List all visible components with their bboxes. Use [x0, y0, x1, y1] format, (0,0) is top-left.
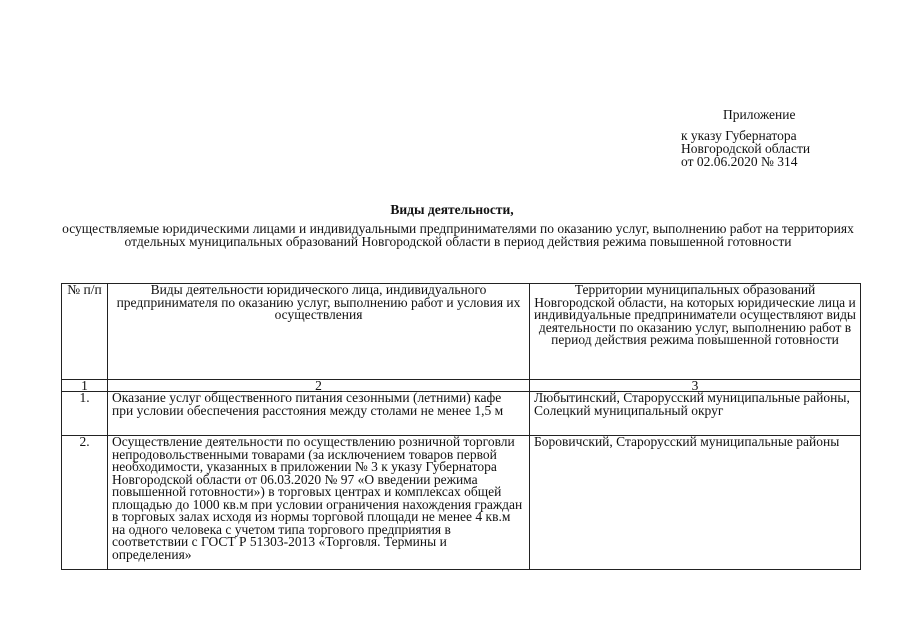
- row-activity: Оказание услуг общественного питания сезонными (летними) кафе при условии обеспечения расстояния между столами не менее 1,5 м: [108, 392, 530, 436]
- header-number: № п/п: [62, 284, 108, 380]
- header-activity: Виды деятельности юридического лица, индивидуального предпринимателя по оказанию услуг, выполнению работ и условия их осуществления: [108, 284, 530, 380]
- document-title: Виды деятельности,: [390, 202, 514, 217]
- column-number: 3: [530, 380, 861, 392]
- appendix-line-region: Новгородской области: [681, 141, 811, 156]
- table-row: [62, 392, 861, 436]
- row-territory: Любытинский, Старорусский муниципальные районы, Солецкий муниципальный округ: [530, 392, 861, 436]
- appendix-heading: Приложение: [723, 107, 796, 122]
- table-row: [62, 436, 861, 570]
- document-subtitle: осуществляемые юридическими лицами и индивидуальными предпринимателями по оказанию услуг, выполнению работ на территориях отдельных муниципальных образований Новгородской области в период действия режима повышенной готовности: [62, 221, 854, 249]
- row-territory: Боровичский, Старорусский муниципальные районы: [530, 436, 861, 570]
- activities-table: [61, 283, 861, 570]
- table-header-row: [62, 284, 861, 380]
- column-number-row: [62, 380, 861, 392]
- row-activity: Осуществление деятельности по осуществлению розничной торговли непродовольственными товарами (за исключением товаров первой необходимости, указанных в приложении № 3 к указу Губернатора Новгородской области от 06.03.2020 № 97 «О введении режима повышенной готовности») в торговых центрах и комплексах общей площадью до 1000 кв.м при условии ограничения нахождения граждан в торговых залах исходя из нормы торговой площади не менее 4 кв.м на одного человека с учетом типа торгового предприятия в соответствии с ГОСТ Р 51303-2013 «Торговля. Термины и определения»: [108, 436, 530, 570]
- row-number: 2.: [62, 436, 108, 570]
- column-number: 2: [108, 380, 530, 392]
- header-territory: Территории муниципальных образований Новгородской области, на которых юридические лица и индивидуальные предприниматели осуществляют виды деятельности по оказанию услуг, выполнению работ в период действия режима повышенной готовности: [530, 284, 861, 380]
- appendix-line-decree: к указу Губернатора: [681, 128, 797, 143]
- appendix-line-date: от 02.06.2020 № 314: [681, 154, 798, 169]
- row-number: 1.: [62, 392, 108, 436]
- appendix-block: [681, 108, 891, 168]
- column-number: 1: [62, 380, 108, 392]
